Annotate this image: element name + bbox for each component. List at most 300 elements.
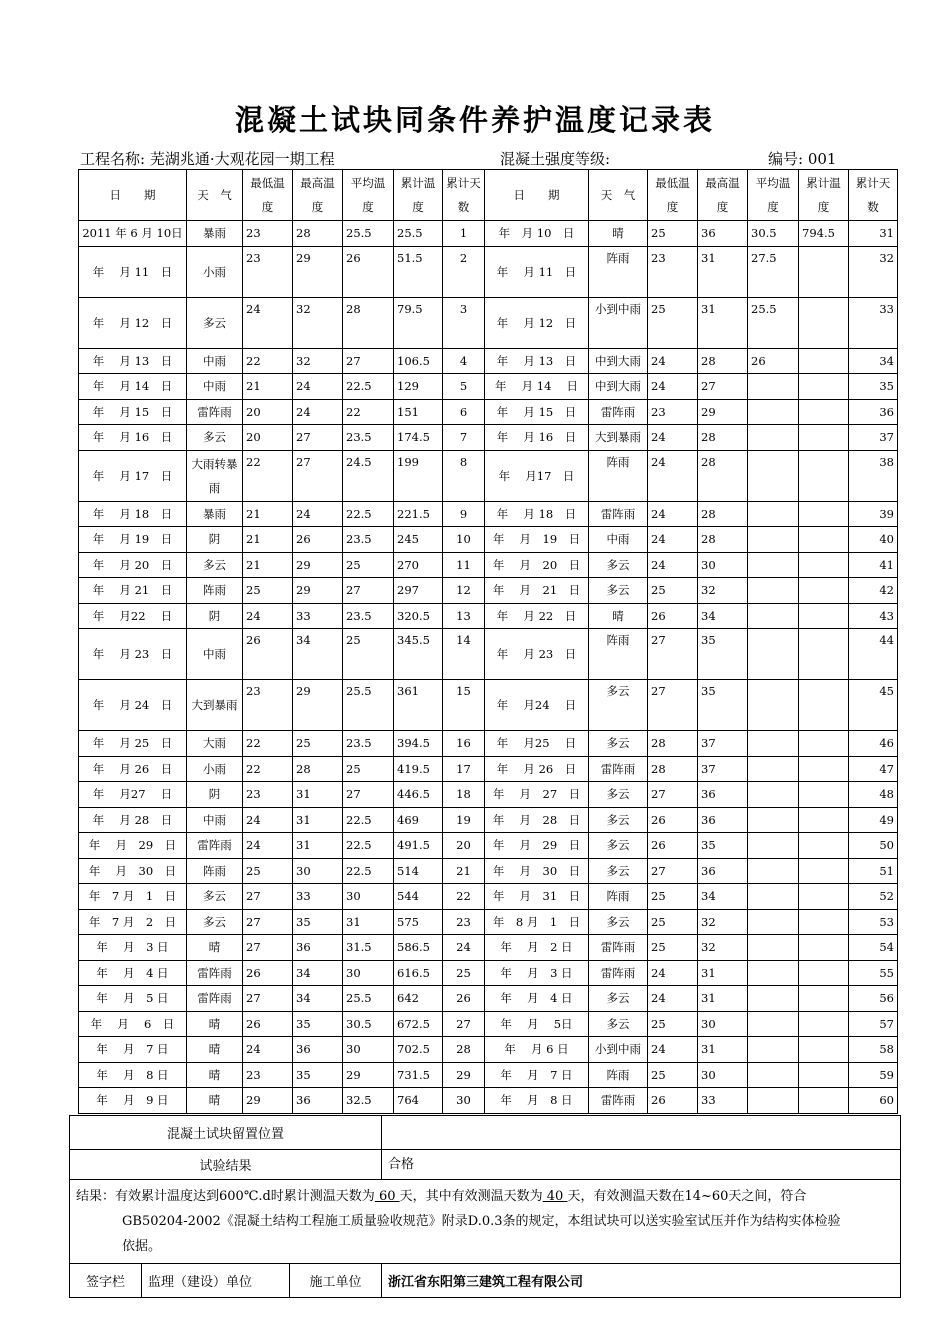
cell-weather-2: 多云	[589, 731, 648, 757]
cell-cum-days-2: 50	[849, 833, 898, 859]
cell-weather: 暴雨	[187, 221, 243, 247]
cell-weather-2: 中到大雨	[589, 374, 648, 400]
conclusion-days-effective: 40	[542, 1189, 568, 1204]
cell-min-temp: 22	[243, 731, 293, 757]
cell-avg-temp: 24.5	[343, 450, 394, 501]
cell-cum-days: 23	[443, 909, 485, 935]
result-label: 试验结果	[70, 1150, 382, 1180]
conclusion-part1: 结果：有效累计温度达到600℃.d时累计测温天数为	[76, 1189, 375, 1204]
cell-cum-temp: 394.5	[394, 731, 443, 757]
cell-date: 年 月 25 日	[79, 731, 187, 757]
cell-weather-2: 阵雨	[589, 246, 648, 297]
cell-min-temp: 26	[243, 1011, 293, 1037]
cell-min-temp: 21	[243, 552, 293, 578]
cell-cum-days: 28	[443, 1037, 485, 1063]
cell-cum-days-2: 59	[849, 1062, 898, 1088]
cell-max-temp-2: 27	[698, 374, 748, 400]
cell-weather-2: 多云	[589, 833, 648, 859]
cell-cum-days: 3	[443, 297, 485, 348]
cell-cum-days-2: 58	[849, 1037, 898, 1063]
cell-avg-temp-2	[748, 782, 799, 808]
cell-max-temp-2: 36	[698, 221, 748, 247]
cell-cum-temp: 151	[394, 399, 443, 425]
cell-cum-days-2: 60	[849, 1088, 898, 1114]
footer-table	[69, 1115, 901, 1298]
cell-avg-temp: 27	[343, 348, 394, 374]
cell-cum-temp: 320.5	[394, 603, 443, 629]
cell-cum-temp-2	[799, 425, 849, 451]
cell-weather: 阴	[187, 527, 243, 553]
builder-company: 浙江省东阳第三建筑工程有限公司	[382, 1264, 901, 1298]
cell-date: 年 月 19 日	[79, 527, 187, 553]
cell-date: 年 7 月 1 日	[79, 884, 187, 910]
cell-weather: 晴	[187, 1011, 243, 1037]
cell-max-temp-2: 34	[698, 603, 748, 629]
cell-cum-days-2: 52	[849, 884, 898, 910]
cell-date-2: 年 月 7 日	[485, 1062, 589, 1088]
cell-cum-temp: 764	[394, 1088, 443, 1114]
table-body	[79, 221, 898, 1114]
cell-cum-temp-2	[799, 986, 849, 1012]
cell-min-temp: 24	[243, 297, 293, 348]
cell-date-2: 年 月25 日	[485, 731, 589, 757]
cell-cum-days: 4	[443, 348, 485, 374]
cell-date-2: 年 月 11 日	[485, 246, 589, 297]
cell-weather: 多云	[187, 909, 243, 935]
cell-max-temp-2: 37	[698, 756, 748, 782]
cell-min-temp: 23	[243, 221, 293, 247]
cell-cum-days-2: 51	[849, 858, 898, 884]
cell-cum-days-2: 55	[849, 960, 898, 986]
cell-cum-temp-2	[799, 909, 849, 935]
cell-cum-temp-2	[799, 807, 849, 833]
conclusion-days-total: 60	[374, 1189, 400, 1204]
cell-date-2: 年 月 13 日	[485, 348, 589, 374]
cell-weather: 雷阵雨	[187, 399, 243, 425]
cell-min-temp-2: 25	[648, 909, 698, 935]
col-avg-temp: 平均温度	[343, 170, 394, 221]
cell-cum-temp: 514	[394, 858, 443, 884]
cell-cum-days-2: 43	[849, 603, 898, 629]
cell-weather: 暴雨	[187, 501, 243, 527]
cell-avg-temp: 22.5	[343, 374, 394, 400]
cell-avg-temp: 27	[343, 782, 394, 808]
cell-cum-days: 26	[443, 986, 485, 1012]
cell-min-temp: 25	[243, 578, 293, 604]
cell-date: 年 月 9 日	[79, 1088, 187, 1114]
col-cum-days-2: 累计天数	[849, 170, 898, 221]
cell-cum-days-2: 39	[849, 501, 898, 527]
cell-weather: 中雨	[187, 348, 243, 374]
cell-cum-temp-2	[799, 603, 849, 629]
cell-min-temp-2: 28	[648, 731, 698, 757]
cell-cum-days-2: 31	[849, 221, 898, 247]
cell-date-2: 年 月 12 日	[485, 297, 589, 348]
cell-cum-temp: 731.5	[394, 1062, 443, 1088]
cell-avg-temp: 30.5	[343, 1011, 394, 1037]
cell-max-temp: 27	[293, 450, 343, 501]
cell-cum-temp: 345.5	[394, 629, 443, 680]
cell-cum-temp-2	[799, 935, 849, 961]
cell-cum-temp: 642	[394, 986, 443, 1012]
cell-weather: 多云	[187, 297, 243, 348]
cell-cum-days-2: 40	[849, 527, 898, 553]
cell-max-temp: 32	[293, 297, 343, 348]
cell-avg-temp-2	[748, 1062, 799, 1088]
cell-date-2: 年 月 18 日	[485, 501, 589, 527]
cell-cum-days: 29	[443, 1062, 485, 1088]
cell-cum-days: 12	[443, 578, 485, 604]
col-max-temp-2: 最高温度	[698, 170, 748, 221]
cell-min-temp-2: 24	[648, 374, 698, 400]
cell-min-temp-2: 24	[648, 1037, 698, 1063]
cell-cum-temp: 106.5	[394, 348, 443, 374]
table-row	[79, 1037, 898, 1063]
cell-weather-2: 雷阵雨	[589, 935, 648, 961]
cell-weather-2: 大到暴雨	[589, 425, 648, 451]
cell-date-2: 年 月 20 日	[485, 552, 589, 578]
cell-avg-temp: 31.5	[343, 935, 394, 961]
cell-weather-2: 雷阵雨	[589, 501, 648, 527]
cell-avg-temp-2	[748, 629, 799, 680]
cell-cum-temp: 199	[394, 450, 443, 501]
cell-max-temp: 24	[293, 374, 343, 400]
table-row	[79, 578, 898, 604]
cell-min-temp: 22	[243, 450, 293, 501]
cell-cum-days-2: 46	[849, 731, 898, 757]
cell-cum-temp-2	[799, 680, 849, 731]
number-value: 001	[807, 150, 837, 168]
table-row	[79, 731, 898, 757]
cell-cum-temp-2	[799, 884, 849, 910]
cell-avg-temp: 23.5	[343, 425, 394, 451]
conclusion-part2: 天，其中有效测温天数为	[399, 1189, 543, 1204]
cell-min-temp-2: 23	[648, 399, 698, 425]
cell-max-temp-2: 35	[698, 680, 748, 731]
cell-max-temp-2: 34	[698, 884, 748, 910]
col-cum-days: 累计天数	[443, 170, 485, 221]
cell-avg-temp: 22.5	[343, 858, 394, 884]
cell-min-temp: 26	[243, 960, 293, 986]
col-avg-temp-2: 平均温度	[748, 170, 799, 221]
cell-avg-temp-2	[748, 1011, 799, 1037]
cell-date-2: 年 月 31 日	[485, 884, 589, 910]
cell-max-temp: 29	[293, 578, 343, 604]
cell-cum-temp-2	[799, 960, 849, 986]
cell-min-temp: 27	[243, 986, 293, 1012]
cell-max-temp-2: 31	[698, 297, 748, 348]
cell-date: 年 月 11 日	[79, 246, 187, 297]
cell-min-temp: 24	[243, 833, 293, 859]
cell-cum-temp-2	[799, 399, 849, 425]
cell-date: 年 月 8 日	[79, 1062, 187, 1088]
table-row	[79, 374, 898, 400]
cell-max-temp: 35	[293, 1062, 343, 1088]
cell-weather-2: 阵雨	[589, 884, 648, 910]
cell-cum-temp-2	[799, 348, 849, 374]
cell-max-temp-2: 29	[698, 399, 748, 425]
cell-max-temp: 33	[293, 884, 343, 910]
cell-min-temp: 24	[243, 603, 293, 629]
cell-max-temp: 25	[293, 731, 343, 757]
cell-max-temp: 29	[293, 246, 343, 297]
cell-max-temp: 26	[293, 527, 343, 553]
cell-min-temp-2: 24	[648, 425, 698, 451]
cell-max-temp-2: 36	[698, 858, 748, 884]
cell-min-temp-2: 24	[648, 348, 698, 374]
cell-min-temp-2: 25	[648, 297, 698, 348]
cell-max-temp-2: 28	[698, 425, 748, 451]
cell-cum-days-2: 38	[849, 450, 898, 501]
cell-date: 年 月 14 日	[79, 374, 187, 400]
table-row	[79, 782, 898, 808]
cell-weather-2: 多云	[589, 578, 648, 604]
cell-avg-temp-2	[748, 527, 799, 553]
cell-max-temp: 31	[293, 807, 343, 833]
table-row	[79, 527, 898, 553]
cell-date: 年 月 15 日	[79, 399, 187, 425]
cell-max-temp-2: 31	[698, 986, 748, 1012]
cell-avg-temp: 27	[343, 578, 394, 604]
cell-min-temp-2: 24	[648, 986, 698, 1012]
cell-weather-2: 多云	[589, 782, 648, 808]
table-row	[79, 246, 898, 297]
cell-max-temp-2: 36	[698, 782, 748, 808]
number-label: 编号:	[768, 150, 804, 168]
cell-max-temp: 31	[293, 833, 343, 859]
cell-max-temp-2: 33	[698, 1088, 748, 1114]
cell-date: 年 月 29 日	[79, 833, 187, 859]
cell-date-2: 年 8 月 1 日	[485, 909, 589, 935]
cell-date: 年 月27 日	[79, 782, 187, 808]
cell-weather-2: 多云	[589, 680, 648, 731]
cell-cum-temp-2	[799, 578, 849, 604]
cell-date: 年 月 12 日	[79, 297, 187, 348]
table-row	[79, 1088, 898, 1114]
cell-cum-temp-2	[799, 1037, 849, 1063]
cell-cum-days-2: 34	[849, 348, 898, 374]
cell-avg-temp: 29	[343, 1062, 394, 1088]
cell-weather: 雷阵雨	[187, 986, 243, 1012]
cell-cum-days: 17	[443, 756, 485, 782]
col-date: 日 期	[79, 170, 187, 221]
cell-date: 年 7 月 2 日	[79, 909, 187, 935]
cell-cum-temp: 25.5	[394, 221, 443, 247]
cell-avg-temp: 25.5	[343, 680, 394, 731]
cell-max-temp-2: 28	[698, 348, 748, 374]
cell-max-temp: 28	[293, 756, 343, 782]
cell-cum-temp-2	[799, 858, 849, 884]
cell-max-temp-2: 30	[698, 1062, 748, 1088]
col-weather-2: 天 气	[589, 170, 648, 221]
project-name: 芜湖兆通·大观花园一期工程	[149, 150, 335, 168]
cell-cum-temp-2	[799, 731, 849, 757]
table-row	[79, 348, 898, 374]
cell-max-temp: 28	[293, 221, 343, 247]
cell-avg-temp: 22.5	[343, 833, 394, 859]
cell-weather-2: 小到中雨	[589, 1037, 648, 1063]
cell-cum-days-2: 53	[849, 909, 898, 935]
cell-cum-days-2: 41	[849, 552, 898, 578]
cell-weather-2: 多云	[589, 1011, 648, 1037]
cell-cum-days-2: 35	[849, 374, 898, 400]
cell-max-temp: 34	[293, 960, 343, 986]
cell-min-temp-2: 25	[648, 578, 698, 604]
cell-avg-temp-2	[748, 578, 799, 604]
cell-weather-2: 晴	[589, 603, 648, 629]
cell-min-temp: 20	[243, 425, 293, 451]
cell-avg-temp: 23.5	[343, 603, 394, 629]
table-row	[79, 501, 898, 527]
cell-avg-temp-2	[748, 909, 799, 935]
cell-weather: 小雨	[187, 756, 243, 782]
table-row	[79, 297, 898, 348]
cell-min-temp: 25	[243, 858, 293, 884]
table-row	[79, 935, 898, 961]
cell-avg-temp-2	[748, 1088, 799, 1114]
cell-avg-temp: 25	[343, 756, 394, 782]
cell-date: 年 月 23 日	[79, 629, 187, 680]
cell-max-temp-2: 31	[698, 246, 748, 297]
cell-min-temp-2: 24	[648, 552, 698, 578]
cell-max-temp: 35	[293, 1011, 343, 1037]
cell-cum-days-2: 45	[849, 680, 898, 731]
cell-max-temp-2: 32	[698, 935, 748, 961]
cell-min-temp: 23	[243, 246, 293, 297]
cell-min-temp: 23	[243, 782, 293, 808]
cell-avg-temp-2: 26	[748, 348, 799, 374]
cell-weather: 大雨	[187, 731, 243, 757]
cell-max-temp: 29	[293, 680, 343, 731]
cell-max-temp-2: 35	[698, 629, 748, 680]
cell-avg-temp: 25.5	[343, 986, 394, 1012]
serial-number	[768, 148, 836, 169]
cell-weather: 中雨	[187, 807, 243, 833]
cell-weather: 阴	[187, 782, 243, 808]
cell-date: 年 月 17 日	[79, 450, 187, 501]
cell-weather-2: 阵雨	[589, 450, 648, 501]
cell-date-2: 年 月 23 日	[485, 629, 589, 680]
table-row	[79, 986, 898, 1012]
cell-cum-days-2: 54	[849, 935, 898, 961]
cell-date-2: 年 月17 日	[485, 450, 589, 501]
cell-cum-temp: 446.5	[394, 782, 443, 808]
cell-weather: 晴	[187, 1062, 243, 1088]
cell-cum-days: 25	[443, 960, 485, 986]
cell-weather: 晴	[187, 1088, 243, 1114]
page-title: 混凝土试块同条件养护温度记录表	[234, 103, 715, 137]
cell-cum-temp-2	[799, 501, 849, 527]
cell-weather-2: 雷阵雨	[589, 1088, 648, 1114]
cell-date-2: 年 月 2 日	[485, 935, 589, 961]
result-value: 合格	[382, 1150, 901, 1180]
cell-min-temp-2: 26	[648, 807, 698, 833]
cell-date-2: 年 月 29 日	[485, 833, 589, 859]
cell-avg-temp-2	[748, 756, 799, 782]
cell-cum-days-2: 42	[849, 578, 898, 604]
cell-cum-days-2: 36	[849, 399, 898, 425]
cell-date-2: 年 月 5日	[485, 1011, 589, 1037]
table-row	[79, 960, 898, 986]
cell-date: 年 月 5 日	[79, 986, 187, 1012]
cell-min-temp: 23	[243, 680, 293, 731]
cell-cum-days-2: 56	[849, 986, 898, 1012]
table-row	[79, 399, 898, 425]
builder-label: 施工单位	[290, 1264, 382, 1298]
table-row	[79, 1062, 898, 1088]
cell-max-temp: 30	[293, 858, 343, 884]
cell-date-2: 年 月 19 日	[485, 527, 589, 553]
cell-min-temp-2: 24	[648, 960, 698, 986]
cell-cum-days: 16	[443, 731, 485, 757]
cell-cum-days: 6	[443, 399, 485, 425]
cell-cum-days-2: 44	[849, 629, 898, 680]
cell-cum-temp-2	[799, 756, 849, 782]
cell-max-temp: 35	[293, 909, 343, 935]
cell-weather: 晴	[187, 1037, 243, 1063]
cell-min-temp: 29	[243, 1088, 293, 1114]
cell-max-temp-2: 30	[698, 552, 748, 578]
cell-min-temp: 22	[243, 348, 293, 374]
cell-cum-temp: 575	[394, 909, 443, 935]
conclusion-text	[70, 1180, 901, 1264]
cell-weather-2: 多云	[589, 807, 648, 833]
cell-cum-temp-2	[799, 374, 849, 400]
cell-cum-temp-2	[799, 297, 849, 348]
cell-cum-temp-2	[799, 1088, 849, 1114]
cell-max-temp-2: 31	[698, 1037, 748, 1063]
cell-max-temp-2: 28	[698, 527, 748, 553]
cell-avg-temp-2	[748, 807, 799, 833]
cell-weather: 多云	[187, 884, 243, 910]
cell-weather: 雷阵雨	[187, 833, 243, 859]
cell-weather: 中雨	[187, 374, 243, 400]
cell-min-temp: 27	[243, 909, 293, 935]
cell-weather-2: 阵雨	[589, 629, 648, 680]
cell-weather: 小雨	[187, 246, 243, 297]
cell-cum-temp: 297	[394, 578, 443, 604]
cell-avg-temp-2	[748, 960, 799, 986]
cell-min-temp-2: 25	[648, 884, 698, 910]
cell-avg-temp-2	[748, 374, 799, 400]
project-label: 工程名称:	[80, 150, 146, 168]
cell-weather: 阵雨	[187, 858, 243, 884]
cell-avg-temp: 23.5	[343, 527, 394, 553]
cell-cum-temp: 702.5	[394, 1037, 443, 1063]
cell-min-temp-2: 27	[648, 782, 698, 808]
location-value	[382, 1116, 901, 1150]
cell-cum-temp: 245	[394, 527, 443, 553]
cell-weather-2: 小到中雨	[589, 297, 648, 348]
cell-max-temp-2: 32	[698, 909, 748, 935]
cell-cum-temp: 51.5	[394, 246, 443, 297]
cell-cum-temp-2	[799, 1011, 849, 1037]
cell-cum-temp: 361	[394, 680, 443, 731]
cell-avg-temp-2	[748, 986, 799, 1012]
cell-max-temp: 36	[293, 1037, 343, 1063]
sign-label: 签字栏	[70, 1264, 142, 1298]
table-row	[79, 858, 898, 884]
cell-avg-temp: 30	[343, 1037, 394, 1063]
cell-cum-temp-2	[799, 629, 849, 680]
cell-avg-temp: 22	[343, 399, 394, 425]
cell-cum-temp: 469	[394, 807, 443, 833]
cell-cum-days: 5	[443, 374, 485, 400]
cell-date: 年 月22 日	[79, 603, 187, 629]
cell-cum-temp: 129	[394, 374, 443, 400]
cell-avg-temp-2	[748, 833, 799, 859]
strength-grade-label: 混凝土强度等级:	[500, 150, 611, 168]
